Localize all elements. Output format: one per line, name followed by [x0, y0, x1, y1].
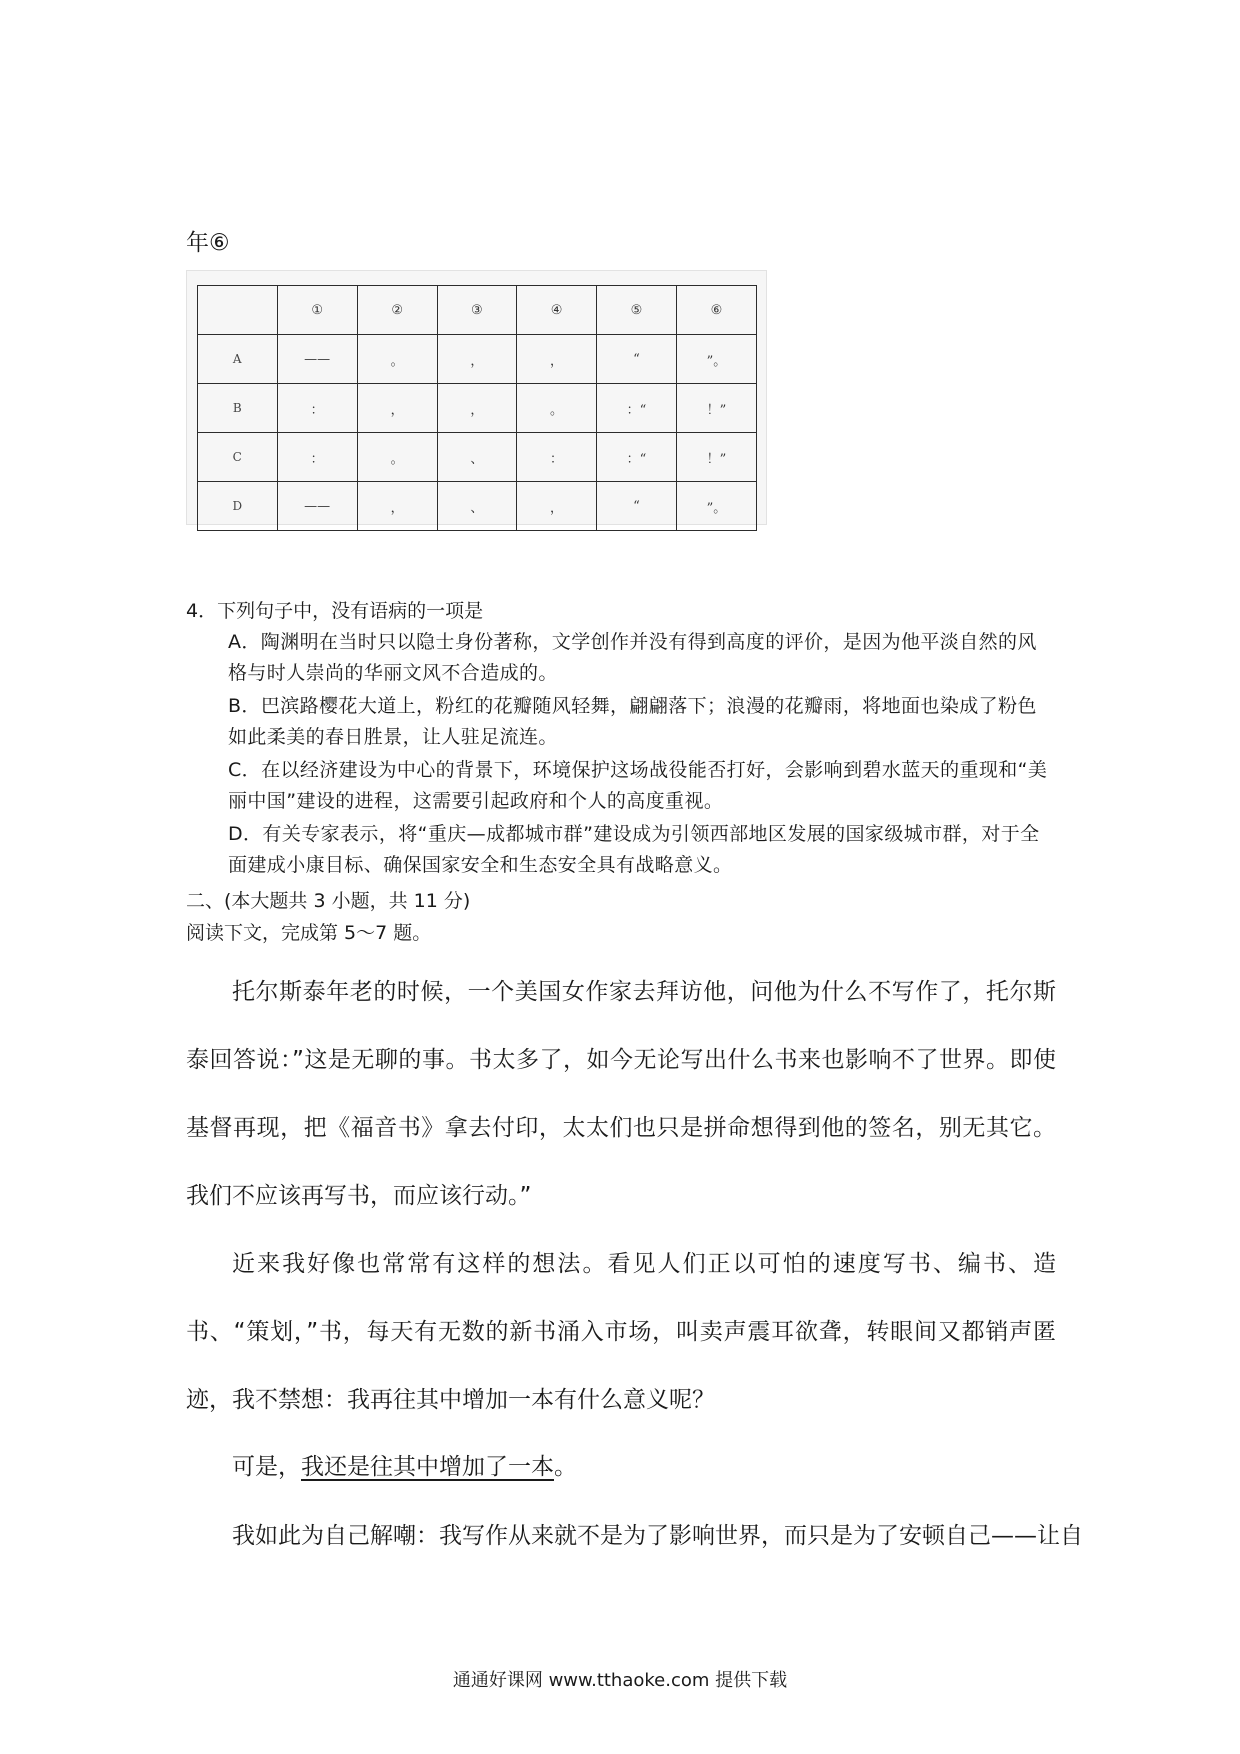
punctuation-table: [197, 285, 757, 531]
table-cell: ：: [277, 384, 357, 433]
table-cell: ”。: [676, 335, 756, 384]
table-cell: 。: [357, 335, 437, 384]
table-row: [198, 433, 757, 482]
table-cell: ，: [437, 384, 517, 433]
underlined-sentence: 我还是往其中增加了一本: [301, 1454, 554, 1480]
table-row-label: A: [198, 335, 278, 384]
table-cell: “: [596, 335, 676, 384]
passage-paragraph-2: 近来我好像也常常有这样的想法。看见人们正以可怕的速度写书、编书、造书、“策划，”书，每天有无数的新书涌入市场，叫卖声震耳欲聋，转眼间又都销声匿迹，我不禁想：我再往其中增加一本有什么意义呢？: [186, 1251, 1056, 1413]
table-header-cell: ①: [277, 286, 357, 335]
table-row-label: D: [198, 482, 278, 531]
table-cell: ——: [277, 482, 357, 531]
table-row-label: C: [198, 433, 278, 482]
table-header-cell: ⑥: [676, 286, 756, 335]
table-cell: 。: [357, 433, 437, 482]
question-4-title: 4．下列句子中，没有语病的一项是: [186, 600, 484, 622]
table-header-cell: [198, 286, 278, 335]
table-row: [198, 335, 757, 384]
table-header-row: [198, 286, 757, 335]
passage-paragraph-4: 我如此为自己解嘲：我写作从来就不是为了影响世界，而只是为了安顿自己——让自: [232, 1523, 1083, 1549]
passage-paragraph-3: [232, 1433, 1102, 1501]
option-c: C．在以经济建设为中心的背景下，环境保护这场战役能否打好，会影响到碧水蓝天的重现和“美丽中国”建设的进程，这需要引起政府和个人的高度重视。: [228, 759, 1048, 812]
table-row-label: B: [198, 384, 278, 433]
table-cell: ，: [437, 335, 517, 384]
section-2-instructions: 阅读下文，完成第 5～7 题。: [186, 922, 432, 944]
page-footer: 通通好课网 www.tthaoke.com 提供下载: [452, 1670, 788, 1691]
table-row: [198, 384, 757, 433]
table-cell: “: [596, 482, 676, 531]
table-cell: ：“: [596, 384, 676, 433]
table-cell: ，: [357, 482, 437, 531]
table-header-cell: ③: [437, 286, 517, 335]
paragraph-3-lead: 可是，: [232, 1454, 301, 1480]
table-header-cell: ④: [517, 286, 597, 335]
table-cell: ！”: [676, 384, 756, 433]
table-cell: ，: [517, 335, 597, 384]
passage-paragraph-1: 托尔斯泰年老的时候，一个美国女作家去拜访他，问他为什么不写作了，托尔斯泰回答说：”这是无聊的事。书太多了，如今无论写出什么书来也影响不了世界。即使基督再现，把《福音书》拿去付印，太太们也只是拼命想得到他的签名，别无其它。我们不应该再写书，而应该行动。”: [186, 979, 1056, 1209]
table-cell: ——: [277, 335, 357, 384]
table-cell: ：: [517, 433, 597, 482]
table-cell: 。: [517, 384, 597, 433]
table-cell: 、: [437, 482, 517, 531]
table-cell: ：: [277, 433, 357, 482]
paragraph-3-end: 。: [554, 1454, 577, 1480]
table-cell: ”。: [676, 482, 756, 531]
option-b: B．巴滨路樱花大道上，粉红的花瓣随风轻舞，翩翩落下；浪漫的花瓣雨，将地面也染成了粉色如此柔美的春日胜景，让人驻足流连。: [228, 695, 1037, 748]
option-a: A．陶渊明在当时只以隐士身份著称，文学创作并没有得到高度的评价，是因为他平淡自然的风格与时人崇尚的华丽文风不合造成的。: [228, 631, 1037, 684]
table-cell: ！”: [676, 433, 756, 482]
header-fragment: 年⑥: [186, 230, 230, 256]
option-d: D．有关专家表示，将“重庆—成都城市群”建设成为引领西部地区发展的国家级城市群，对于全面建成小康目标、确保国家安全和生态安全具有战略意义。: [228, 823, 1040, 876]
table-header-cell: ⑤: [596, 286, 676, 335]
table-cell: ，: [357, 384, 437, 433]
table-cell: ，: [517, 482, 597, 531]
punctuation-table-image: [186, 270, 767, 525]
table-row: [198, 482, 757, 531]
section-2-title: 二、(本大题共 3 小题，共 11 分): [186, 890, 471, 912]
table-cell: ：“: [596, 433, 676, 482]
table-header-cell: ②: [357, 286, 437, 335]
table-cell: 、: [437, 433, 517, 482]
